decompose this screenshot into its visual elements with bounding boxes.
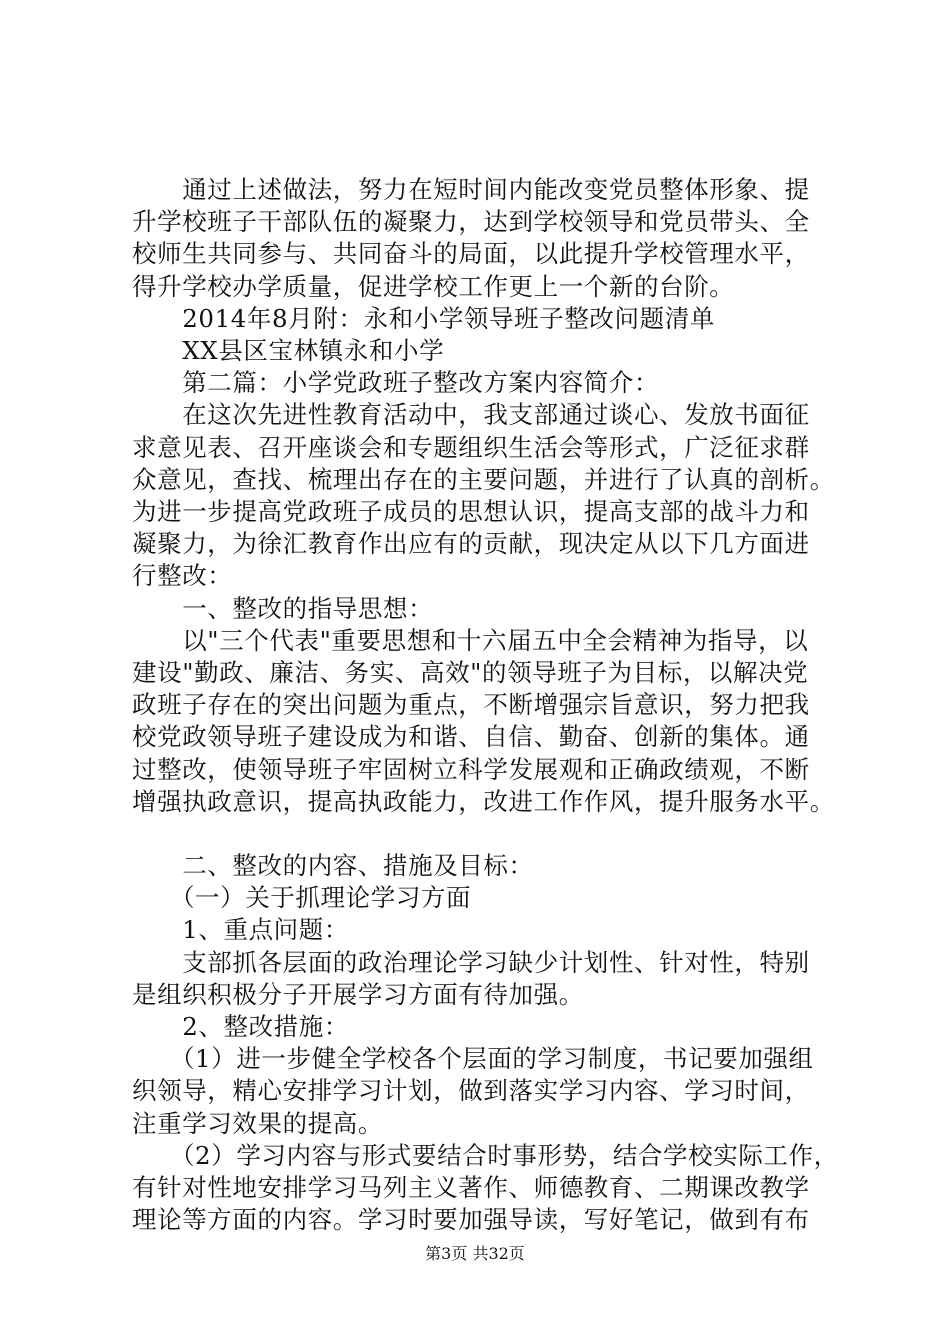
text-line: 二、整改的内容、措施及目标： xyxy=(132,851,534,881)
text-line: 支部抓各层面的政治理论学习缺少计划性、针对性，特别 xyxy=(132,947,810,977)
text-line: 求意见表、召开座谈会和专题组织生活会等形式，广泛征求群 xyxy=(132,432,810,462)
text-line: 通过上述做法，努力在短时间内能改变党员整体形象、提 xyxy=(132,175,810,204)
text-line: 织领导，精心安排学习计划，做到落实学习内容、学习时间， xyxy=(132,1076,810,1106)
text-line: 政班子存在的突出问题为重点，不断增强宗旨意识，努力把我 xyxy=(132,690,810,720)
document-body xyxy=(132,174,839,1237)
text-line: 以"三个代表"重要思想和十六届五中全会精神为指导，以 xyxy=(132,625,809,655)
text-line: 注重学习效果的提高。 xyxy=(132,1108,383,1138)
text-line: 增强执政意识，提高执政能力，改进工作作风，提升服务水平。 xyxy=(132,786,835,816)
text-line: （1）进一步健全学校各个层面的学习制度，书记要加强组 xyxy=(132,1044,814,1074)
text-line: 一、整改的指导思想： xyxy=(132,593,434,623)
text-line: 升学校班子干部队伍的凝聚力，达到学校领导和党员带头、全 xyxy=(132,207,810,237)
text-line: 有针对性地安排学习马列主义著作、师德教育、二期课改教学 xyxy=(132,1173,810,1203)
text-line: 在这次先进性教育活动中，我支部通过谈心、发放书面征 xyxy=(132,400,810,430)
text-line: XX县区宝林镇永和小学 xyxy=(132,336,445,366)
text-line: 理论等方面的内容。学习时要加强导读，写好笔记，做到有布 xyxy=(132,1205,810,1235)
text-line: 得升学校办学质量，促进学校工作更上一个新的台阶。 xyxy=(132,271,735,301)
blank-line xyxy=(132,818,832,850)
text-line: 2014年8月附：永和小学领导班子整改问题清单 xyxy=(132,303,715,333)
text-line: 1、重点问题： xyxy=(132,915,349,945)
text-line: 第二篇：小学党政班子整改方案内容简介： xyxy=(132,368,660,398)
text-line: 过整改，使领导班子牢固树立科学发展观和正确政绩观，不断 xyxy=(132,754,810,784)
text-line: 凝聚力，为徐汇教育作出应有的贡献，现决定从以下几方面进 xyxy=(132,529,810,559)
text-line: （一）关于抓理论学习方面 xyxy=(132,883,472,913)
page-footer: 第3页 共32页 xyxy=(425,1244,525,1263)
text-line: 为进一步提高党政班子成员的思想认识，提高支部的战斗力和 xyxy=(132,497,810,527)
text-line: 2、整改措施： xyxy=(132,1012,349,1042)
text-line: 建设"勤政、廉洁、务实、高效"的领导班子为目标，以解决党 xyxy=(132,658,809,688)
text-line: 众意见，查找、梳理出存在的主要问题，并进行了认真的剖析。 xyxy=(132,464,835,494)
text-line: 校师生共同参与、共同奋斗的局面，以此提升学校管理水平， xyxy=(132,239,810,269)
text-line: 行整改： xyxy=(132,561,233,591)
text-line: 是组织积极分子开展学习方面有待加强。 xyxy=(132,979,584,1009)
text-line: 校党政领导班子建设成为和谐、自信、勤奋、创新的集体。通 xyxy=(132,722,810,752)
text-line: （2）学习内容与形式要结合时事形势，结合学校实际工作， xyxy=(132,1140,839,1170)
